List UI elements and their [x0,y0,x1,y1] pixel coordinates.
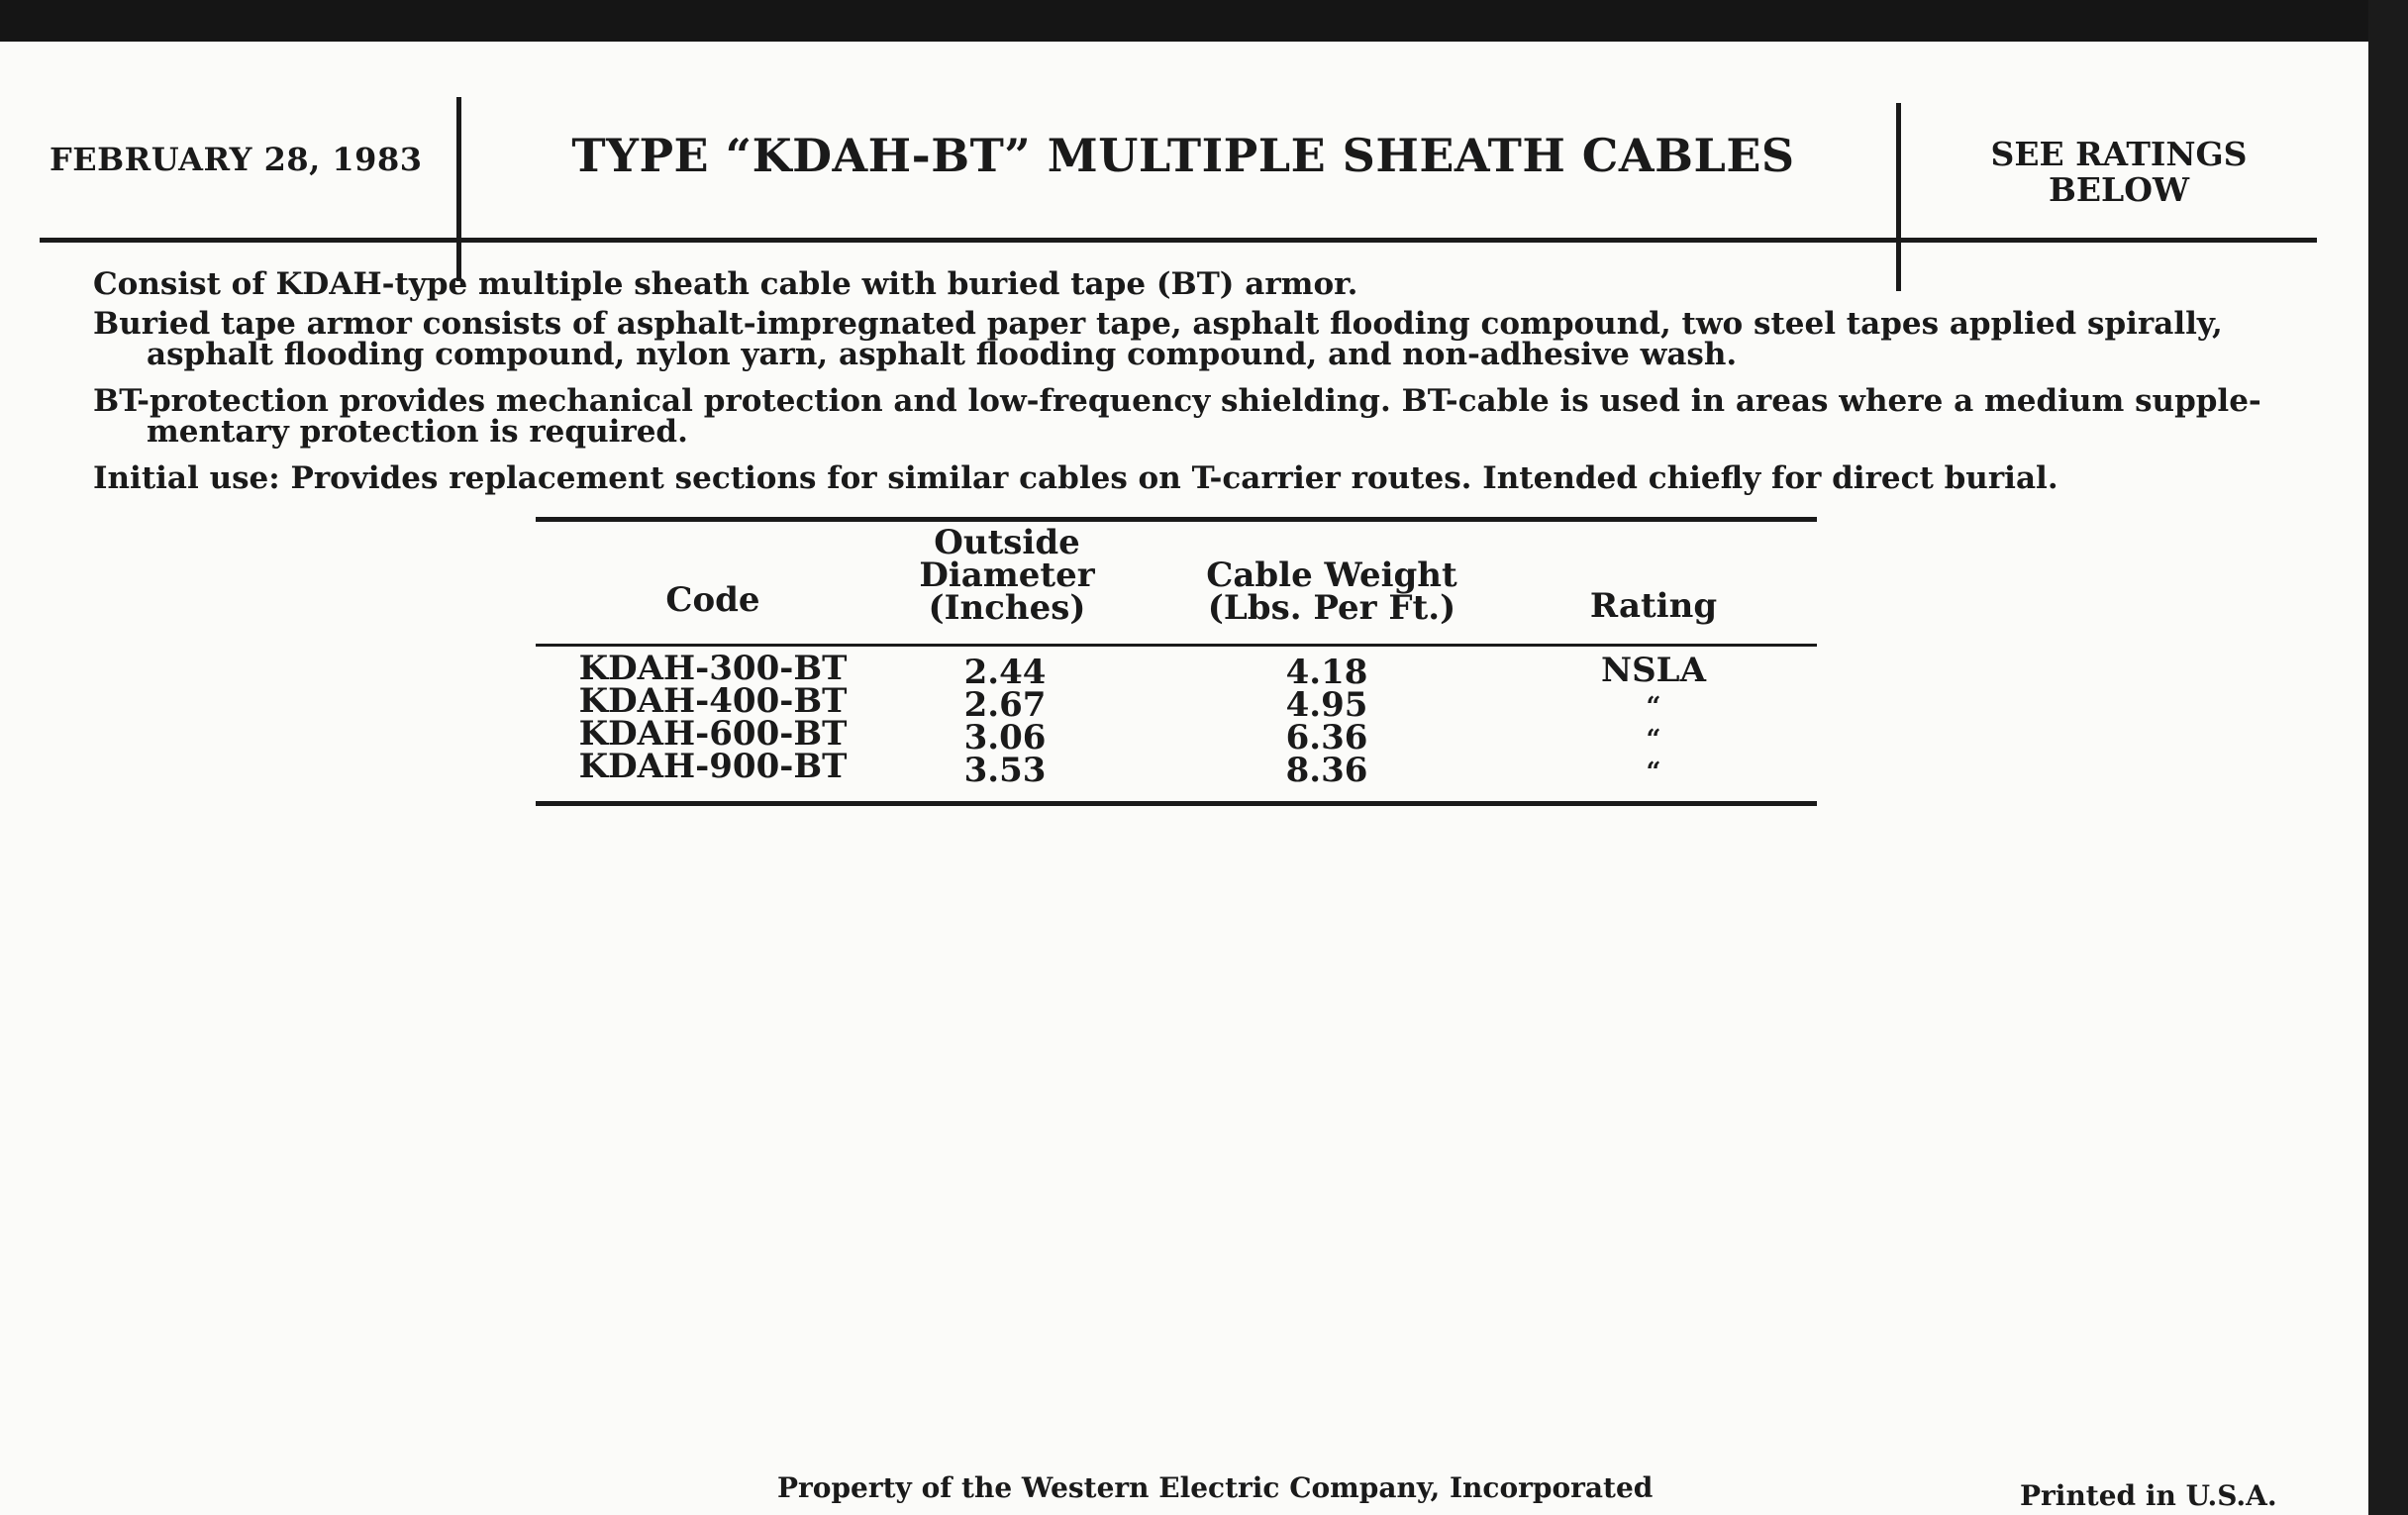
table-cell-weight: 8.36 [1285,751,1368,790]
scanner-right-edge [2368,0,2408,1515]
paragraph-protection-line2: mentary protection is required. [147,414,688,450]
document-title: TYPE “KDAH-BT” MULTIPLE SHEATH CABLES [571,129,1795,182]
table-header-od-line1: Outside [934,523,1080,562]
document-date: FEBRUARY 28, 1983 [50,141,423,178]
table-cell-weight: 4.18 [1285,653,1368,692]
table-cell-od: 2.44 [963,653,1047,692]
table-header-code: Code [665,580,760,620]
table-cell-rating: NSLA [1601,651,1706,690]
paragraph-protection [93,383,2271,450]
table-cell-rating-ditto: “ [1646,692,1661,722]
ratings-note [1941,137,2297,208]
footer-printed-in: Printed in U.S.A. [2020,1479,2277,1512]
table-header-cable-weight [1178,556,1485,628]
table-cell-rating-ditto: “ [1646,725,1661,755]
header-divider-left [456,97,461,281]
paragraph-armor-line1: Buried tape armor consists of asphalt-impregnated paper tape, asphalt flooding compound, two steel tapes applied spirally, [93,306,2223,342]
footer-property-notice: Property of the Western Electric Company, Incorporated [777,1471,1654,1504]
table-header-weight-line1: Cable Weight [1206,556,1457,595]
table-header-outside-diameter [891,523,1123,628]
scanner-top-edge [0,0,2408,42]
table-header-od-line2: Diameter [919,556,1095,595]
table-header-rating: Rating [1589,586,1718,626]
paragraph-consist: Consist of KDAH-type multiple sheath cable with buried tape (BT) armor. [93,266,1358,302]
table-top-rule [536,517,1817,522]
ratings-note-line1: SEE RATINGS [1990,135,2248,173]
paragraph-initial-use: Initial use: Provides replacement sections for similar cables on T-carrier routes. Intended chiefly for direct burial. [93,460,2058,496]
table-cell-weight: 4.95 [1285,685,1368,725]
table-cell-od: 3.53 [963,751,1047,790]
paragraph-armor-line2: asphalt flooding compound, nylon yarn, asphalt flooding compound, and non-adhesive wash. [147,337,1738,372]
table-header-weight-line2: (Lbs. Per Ft.) [1207,588,1456,628]
header-divider-right [1896,103,1901,291]
ratings-note-line2: BELOW [2048,170,2190,209]
table-cell-weight: 6.36 [1285,718,1368,758]
table-header-rule [536,644,1817,647]
table-cell-od: 3.06 [963,718,1047,758]
table-cell-rating-ditto: “ [1646,758,1661,787]
paragraph-armor [93,306,2271,372]
table-cell-od: 2.67 [963,685,1047,725]
table-bottom-rule [536,801,1817,806]
table-cell-code: KDAH-900-BT [578,747,848,786]
document-page [0,42,2368,1515]
table-cell-code: KDAH-300-BT [578,649,848,688]
paragraph-protection-line1: BT-protection provides mechanical protection and low-frequency shielding. BT-cable is used in areas where a medium supple- [93,383,2261,419]
header-rule [40,238,2317,243]
table-cell-code: KDAH-400-BT [578,681,848,721]
table-cell-code: KDAH-600-BT [578,714,848,754]
table-header-od-line3: (Inches) [928,588,1086,628]
